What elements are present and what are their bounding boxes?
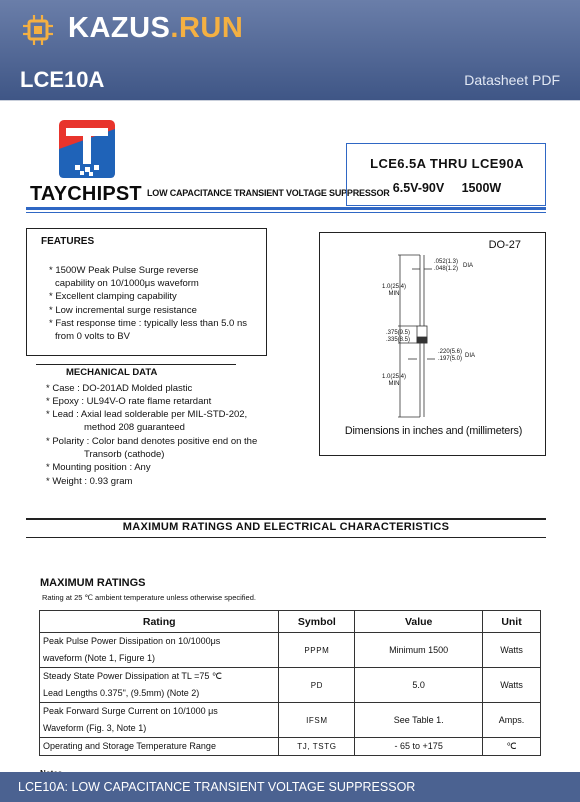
package-name: DO-27 [488,239,521,251]
unit-cell: Watts [483,633,541,668]
mechanical-item: * Weight : 0.93 gram [46,476,133,487]
footer-caption: LCE10A: LOW CAPACITANCE TRANSIENT VOLTAGE SUPPRESSOR [0,772,580,802]
feature-item: capability on 10/1000μs waveform [55,278,199,289]
feature-item: * 1500W Peak Pulse Surge reverse [49,265,199,276]
body-length-dimension [386,330,410,344]
table-row [40,633,541,668]
mechanical-item: * Lead : Axial lead solderable per MIL-STD-202, [46,409,248,420]
lead-length-value: 1.0(25.4) [382,374,407,380]
unit-cell: Amps. [483,703,541,738]
unit-cell: Watts [483,668,541,703]
chip-logo-icon [22,14,54,46]
ratings-note: Rating at 25 ℃ ambient temperature unless otherwise specified. [42,593,256,602]
rating-line: Peak Forward Surge Current on 10/1000 μs [43,706,218,716]
header-symbol: Symbol [279,611,355,633]
mechanical-item: * Case : DO-201AD Molded plastic [46,383,193,394]
feature-item: * Excellent clamping capability [49,291,177,302]
lead-length-value: 1.0(25.4) [382,284,407,290]
value-cell: Minimum 1500 [355,633,483,668]
features-box [26,228,267,356]
taychipst-logo-icon [58,119,118,181]
mechanical-item: method 208 guaranteed [84,422,185,433]
site-logo[interactable] [68,12,243,45]
rating-line: Peak Pulse Power Dissipation on 10/1000μs [43,636,221,646]
rating-line: Steady State Power Dissipation at TL =75 ℃ [43,671,222,681]
mechanical-rule [36,364,236,365]
rating-cell [40,738,279,756]
bottom-lead-length [382,374,406,388]
lead-length-min: MIN [388,381,400,387]
body-dia-label: DIA [465,353,476,359]
lead-dim-min: .048(1.2) [434,266,459,272]
logo-main-text: KAZUS [68,12,171,44]
header-rule [26,207,546,210]
package-caption: Dimensions in inches and (millimeters) [344,425,523,437]
body-dia-max: .220(5.6) [438,349,463,355]
value-cell: See Table 1. [355,703,483,738]
table-row [40,668,541,703]
section-title: MAXIMUM RATINGS AND ELECTRICAL CHARACTERISTICS [122,521,450,533]
symbol-cell: PPPM [279,633,355,668]
section-rule-top [26,518,546,520]
value-cell: 5.0 [355,668,483,703]
lead-length-min: MIN [388,291,400,297]
mechanical-title: MECHANICAL DATA [66,367,158,378]
mechanical-item: * Mounting position : Any [46,462,151,473]
body-length-min: .335(8.5) [386,337,411,343]
package-box [319,232,546,456]
value-cell: - 65 to +175 [355,738,483,756]
series-box [346,143,546,206]
site-header [0,0,580,100]
lead-dim-max: .052(1.3) [434,259,459,265]
rating-cell [40,703,279,738]
mechanical-item: * Epoxy : UL94V-O rate flame retardant [46,396,212,407]
series-range: LCE6.5A THRU LCE90A [370,156,524,171]
rating-cell [40,668,279,703]
feature-item: * Low incremental surge resistance [49,305,197,316]
top-lead-length [382,284,406,298]
body-dia-min: .197(5.0) [438,356,463,362]
rating-line: Operating and Storage Temperature Range [43,741,216,751]
lead-dimension [434,259,458,273]
features-title: FEATURES [41,236,95,247]
table-row [40,738,541,756]
header-value: Value [355,611,483,633]
rating-line: Waveform (Fig. 3, Note 1) [43,723,147,733]
body-length-max: .375(9.5) [386,330,411,336]
header-unit: Unit [483,611,541,633]
feature-item: from 0 volts to BV [55,331,130,342]
symbol-cell: PD [279,668,355,703]
mechanical-item: Transorb (cathode) [84,449,165,460]
ratings-title: MAXIMUM RATINGS [40,577,146,589]
table-header-row [40,611,541,633]
unit-cell: ℃ [483,738,541,756]
rating-line: waveform (Note 1, Figure 1) [43,653,156,663]
brand-name: TAYCHIPST [30,183,142,205]
header-rule-thin [26,212,546,213]
series-ratings: 6.5V-90V 1500W [392,181,502,195]
document-title: LCE10A [20,67,105,92]
logo-run-text: .RUN [170,12,244,44]
rating-cell [40,633,279,668]
symbol-cell: TJ, TSTG [279,738,355,756]
mechanical-item: * Polarity : Color band denotes positive end on the [46,436,258,447]
feature-item: * Fast response time : typically less than 5.0 ns [49,318,248,329]
datasheet-page [0,100,580,772]
header-rating: Rating [40,611,279,633]
body-diameter-dimension [438,349,462,363]
table-row [40,703,541,738]
symbol-cell: IFSM [279,703,355,738]
product-subtitle: LOW CAPACITANCE TRANSIENT VOLTAGE SUPPRESSOR [147,188,390,198]
rating-line: Lead Lengths 0.375", (9.5mm) (Note 2) [43,688,200,698]
section-rule-bottom [26,537,546,538]
document-type-label: Datasheet PDF [464,72,560,88]
ratings-table [39,610,541,756]
lead-dia-label: DIA [463,263,474,269]
